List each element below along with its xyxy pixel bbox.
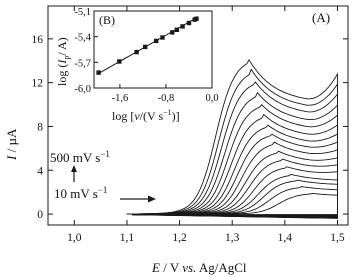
inset-y-tick-label: -5,1 [74, 7, 91, 18]
inset-data-point [96, 70, 100, 74]
main-ylabel-symbol: I [4, 155, 19, 160]
main-y-tick-label: 12 [31, 77, 43, 90]
inset-x-tick-label: -0,8 [157, 93, 175, 104]
inset-x-tick-label: -1,6 [111, 93, 129, 104]
main-x-tick-label: 1,4 [277, 232, 293, 244]
inset-data-point [187, 21, 191, 25]
main-ylabel [4, 128, 19, 161]
inset-ylabel-b: / A) [55, 37, 69, 56]
main-y-tick-label: 0 [37, 209, 43, 222]
inset-ylabel-a: log ( [55, 63, 69, 86]
inset-data-point [194, 17, 198, 21]
inset-xlabel-b: /(V s [139, 109, 164, 123]
main-xlabel [151, 260, 247, 275]
inset-data-point [154, 39, 158, 43]
main-ylabel-unit: / µA [4, 128, 19, 156]
inset-x-tick-label: 0,0 [205, 93, 219, 104]
main-xlabel-vs: vs. [182, 260, 197, 275]
annotation-10-text: 10 mV s [54, 186, 98, 201]
inset-y-tick-label: -6,0 [74, 84, 91, 95]
panel-label-b: (B) [99, 13, 115, 27]
main-xlabel-symbol: E [152, 260, 160, 275]
inset-ylabel [55, 37, 71, 86]
inset-y-tick-label: -5,4 [74, 32, 91, 44]
main-y-tick-label: 4 [37, 165, 43, 178]
inset-xlabel-v: v [134, 109, 140, 123]
inset-data-point [170, 30, 174, 34]
inset-y-tick-label: -5,7 [74, 58, 91, 70]
main-y-tick-label: 8 [37, 121, 43, 134]
inset-data-point [180, 24, 184, 28]
inset-data-point [160, 35, 164, 39]
annotation-500-text: 500 mV s [50, 150, 101, 165]
inset-ylabel-sub: p [62, 55, 71, 60]
annotation-10-exp: −1 [97, 185, 108, 195]
main-x-tick-label: 1,1 [119, 232, 135, 244]
panel-label-a: (A) [312, 10, 331, 25]
inset-data-point [143, 45, 147, 49]
inset-ylabel-i: I [55, 59, 69, 64]
main-x-tick-label: 1,5 [330, 232, 345, 244]
main-xlabel-unit: / V [159, 260, 183, 275]
inset-xlabel-a: log [ [112, 109, 135, 123]
inset-data-point [175, 28, 179, 32]
annotation-500-exp: −1 [100, 149, 110, 159]
main-xlabel-ref: Ag/AgCl [196, 260, 247, 275]
main-x-tick-label: 1,2 [172, 232, 187, 244]
inset-data-point [117, 59, 121, 63]
inset-xlabel-exp: −1 [163, 108, 172, 117]
inset-xlabel-c: )] [171, 109, 180, 123]
inset-data-point [134, 50, 138, 54]
main-y-tick-label: 16 [31, 33, 43, 46]
main-x-tick-label: 1,3 [225, 232, 240, 244]
main-x-tick-label: 1,0 [67, 232, 82, 244]
